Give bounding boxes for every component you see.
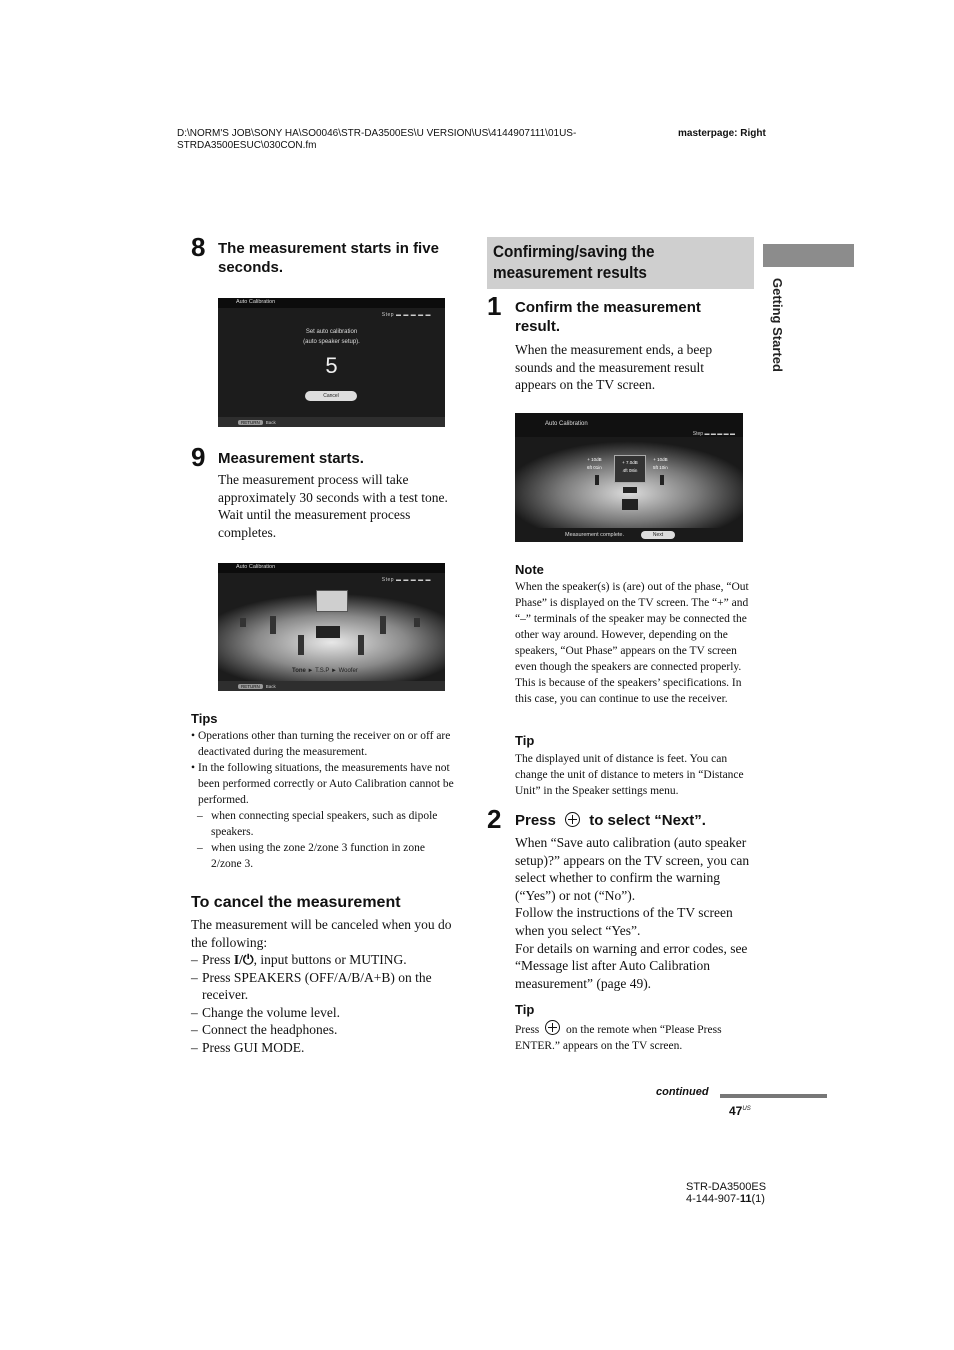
step-2-body-1: When “Save auto calibration (auto speaker setup)?” appears on the TV screen, you can select whether to confirm the warning (“Yes”) or not (“No”). xyxy=(515,835,750,903)
tone-label: Tone xyxy=(292,668,306,674)
left-speaker-icon xyxy=(595,475,599,485)
measurement-complete-text: Measurement complete. xyxy=(565,532,624,538)
step-number-2: 2 xyxy=(487,804,502,834)
tone-sequence: Tone ► T.S.P ► Woofer xyxy=(292,668,358,674)
right-speaker-result xyxy=(653,456,668,472)
tip-1-heading: Tip xyxy=(515,733,535,748)
step-9-body: The measurement process will take approximately 30 seconds with a test tone. Wait until the measurement process completes. xyxy=(218,472,448,540)
screen-message-line2: (auto speaker setup). xyxy=(303,339,360,345)
front-left-speaker-icon xyxy=(270,616,276,634)
cancel-intro: The measurement will be canceled when you do the following: xyxy=(191,917,452,950)
tip-bullet-1: • Operations other than turning the receiver on or off are deactivated during the measurement. xyxy=(191,728,457,760)
step-2-title xyxy=(515,811,750,830)
tv-icon xyxy=(316,590,348,612)
step-number-9: 9 xyxy=(191,442,206,472)
cancel-item-2: – Press SPEAKERS (OFF/A/B/A+B) on the receiver. xyxy=(191,969,457,1004)
section-tab-label: Getting Started xyxy=(770,278,785,372)
tv-screen-measuring xyxy=(218,563,445,691)
cancel-item-4: – Connect the headphones. xyxy=(191,1021,457,1039)
return-key: RETURN xyxy=(238,684,263,689)
left-speaker-result xyxy=(587,456,602,472)
step-2-title-pre: Press xyxy=(515,812,556,829)
tip-sub-item-2: – when using the zone 2/zone 3 function in zone 2/zone 3. xyxy=(191,840,457,872)
step-2-body xyxy=(515,834,755,992)
right-level: + 10dB xyxy=(653,457,668,462)
cancel-list xyxy=(191,951,457,1057)
screen-step-indicator: Step ▬ ▬ ▬ ▬ ▬ xyxy=(381,577,431,583)
screen-title: Auto Calibration xyxy=(545,421,588,427)
file-path-header xyxy=(177,128,576,152)
countdown-number: 5 xyxy=(325,353,338,378)
center-level: + 7.0dB xyxy=(622,460,638,465)
back-right-speaker-icon xyxy=(414,618,420,627)
tips-heading: Tips xyxy=(191,711,218,726)
front-right-speaker-icon xyxy=(380,616,386,634)
tip-sub-item-1: – when connecting special speakers, such as dipole speakers. xyxy=(191,808,457,840)
page-number-value: 47 xyxy=(729,1104,743,1118)
screen-message-line1: Set auto calibration xyxy=(305,329,358,335)
cancel-item-1-post: , input buttons or MUTING. xyxy=(253,952,407,967)
section-title-box xyxy=(487,237,754,289)
file-path-line2: STRDA3500ESUC\030CON.fm xyxy=(177,140,317,151)
left-distance: 6ft 01in xyxy=(587,465,602,470)
center-speaker-icon xyxy=(623,487,637,493)
page-number xyxy=(729,1104,751,1118)
note-body: When the speaker(s) is (are) out of the phase, “Out Phase” is displayed on the TV screen. The “+” and “–” terminals of the speaker may be connected the other way around. However, depending on the speakers, “Out Phase” appears on the TV screen even though the speakers are connected properly. This is because of the speakers’ specifications. In this case, you can continue to use the receiver. xyxy=(515,581,749,705)
continued-label: continued xyxy=(656,1086,709,1098)
return-label: Back xyxy=(265,420,276,425)
model-info xyxy=(686,1181,766,1205)
right-distance: 5ft 10in xyxy=(653,465,668,470)
tv-screen-result xyxy=(515,413,743,542)
note-heading: Note xyxy=(515,562,544,577)
step-number-8: 8 xyxy=(191,232,206,262)
step-1-body: When the measurement ends, a beep sounds and the measurement result appears on the TV screen. xyxy=(515,342,713,393)
file-path-line1: D:\NORM'S JOB\SONY HA\SO0046\STR-DA3500ES\U VERSION\US\4144907111\01US- xyxy=(177,128,577,139)
tip-2-body xyxy=(515,1020,755,1054)
subwoofer-icon xyxy=(622,499,638,510)
tip-2-heading: Tip xyxy=(515,1002,535,1017)
section-title: Confirming/saving the measurement results xyxy=(493,242,655,282)
center-distance: 4ft 08in xyxy=(622,468,638,473)
tips-list xyxy=(191,728,457,872)
cancel-item-5: – Press GUI MODE. xyxy=(191,1039,457,1057)
surround-right-speaker-icon xyxy=(358,635,364,655)
cancel-item-1-pre: Press xyxy=(202,952,234,967)
step-8-title: The measurement starts in five seconds. xyxy=(218,240,439,276)
return-hint xyxy=(238,684,276,689)
continued-bar xyxy=(720,1094,827,1098)
return-hint xyxy=(238,420,276,425)
step-9-title: Measurement starts. xyxy=(218,450,364,467)
masterpage-label: masterpage: Right xyxy=(678,128,766,139)
cancel-item-3: – Change the volume level. xyxy=(191,1004,457,1022)
step-number-1: 1 xyxy=(487,291,502,321)
screen-step-indicator: Step ▬ ▬ ▬ ▬ ▬ xyxy=(381,312,431,318)
cancel-item-1 xyxy=(191,951,457,969)
step-1-title: Confirm the measurement result. xyxy=(515,299,701,335)
tip-2-post: on the remote when “Please Press ENTER.” appears on the TV screen. xyxy=(515,1024,722,1052)
woofer-label: Woofer xyxy=(338,668,358,674)
return-key: RETURN xyxy=(238,420,263,425)
tip-1-body: The displayed unit of distance is feet. You can change the unit of distance to meters in “Distance Unit” in the Speaker settings menu. xyxy=(515,753,744,797)
enter-button-icon xyxy=(545,1020,560,1035)
power-symbol: I/⏻ xyxy=(233,952,254,967)
tip-bullet-2: • In the following situations, the measurements have not been performed correctly or Auto Calibration cannot be performed. xyxy=(191,760,457,808)
screen-step-indicator: Step ▬ ▬ ▬ ▬ ▬ xyxy=(692,431,735,437)
page-number-suffix: US xyxy=(742,1106,751,1112)
screen-title: Auto Calibration xyxy=(236,299,276,305)
code-pre: 4-144-907- xyxy=(686,1193,740,1205)
right-speaker-icon xyxy=(660,475,664,485)
code-bold: 11 xyxy=(739,1193,752,1205)
section-tab-bar xyxy=(763,244,854,267)
enter-button-icon xyxy=(565,812,580,827)
tv-screen-countdown xyxy=(218,298,445,427)
screen-message xyxy=(218,327,445,347)
return-label: Back xyxy=(265,684,276,689)
center-speaker-result xyxy=(614,455,646,483)
step-2-body-2: Follow the instructions of the TV screen when you select “Yes”. xyxy=(515,905,733,938)
center-speaker-icon xyxy=(316,626,340,638)
code-post: (1) xyxy=(751,1193,765,1205)
cancel-heading: To cancel the measurement xyxy=(191,894,401,911)
model-name: STR-DA3500ES xyxy=(686,1181,767,1193)
step-2-body-3: For details on warning and error codes, see “Message list after Auto Calibration measurement” (page 49). xyxy=(515,940,748,991)
back-left-speaker-icon xyxy=(240,618,246,627)
left-level: + 10dB xyxy=(587,457,602,462)
tip-2-pre: Press xyxy=(515,1024,540,1036)
cancel-button[interactable]: Cancel xyxy=(305,391,357,401)
tsp-label: T.S.P xyxy=(315,668,330,674)
next-button[interactable]: Next xyxy=(641,531,675,539)
surround-left-speaker-icon xyxy=(298,635,304,655)
screen-title: Auto Calibration xyxy=(236,564,276,570)
step-2-title-post: to select “Next”. xyxy=(589,812,706,829)
model-code xyxy=(686,1193,766,1205)
